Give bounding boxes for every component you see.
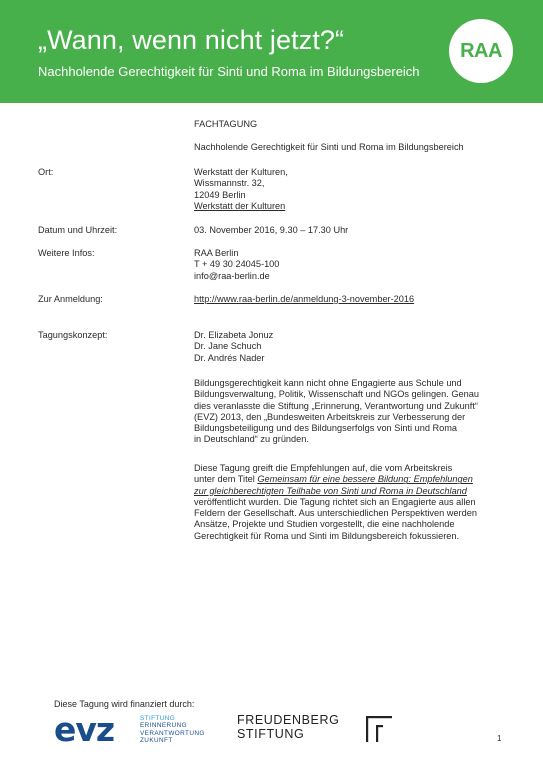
freudenberg-logo: [237, 714, 339, 741]
page-subtitle: Nachholende Gerechtigkeit für Sinti und Roma im Bildungsbereich: [38, 64, 420, 79]
evz-line: STIFTUNG: [140, 715, 176, 722]
ort-link[interactable]: Werkstatt der Kulturen: [194, 200, 286, 211]
paragraph-line: Ansätze, Projekte und Studien vorgestellt, die eine nachholende: [194, 519, 455, 530]
ort-value: [194, 167, 288, 212]
konzept-name: Dr. Elizabeta Jonuz: [194, 330, 274, 340]
paragraph-line: veröffentlicht wurden. Die Tagung richtet sich an Engagierte aus allen: [194, 496, 476, 507]
evz-logo-mark: evz: [54, 710, 115, 749]
konzept-name: Dr. Andrés Nader: [194, 352, 265, 363]
konzept-label: Tagungskonzept:: [38, 330, 108, 340]
anmeldung-link[interactable]: http://www.raa-berlin.de/anmeldung-3-november-2016: [194, 294, 415, 304]
infos-email[interactable]: info@raa-berlin.de: [194, 270, 270, 281]
raa-logo-text: RAA: [460, 39, 502, 62]
infos-line: T + 49 30 24045-100: [194, 259, 280, 270]
infos-label: Weitere Infos:: [38, 248, 95, 258]
ort-line: 12049 Berlin: [194, 189, 246, 200]
publication-title: Gemeinsam für eine bessere Bildung: Empfehlungen: [257, 474, 473, 485]
evz-logo-text: [140, 715, 205, 745]
evz-logo: [54, 710, 205, 749]
paragraph-line: in Deutschland“ zu gründen.: [194, 434, 309, 445]
paragraph-line: (EVZ) 2013, den „Bundesweiten Arbeitskreis zur Verbesserung der: [194, 411, 466, 422]
infos-value: [194, 248, 279, 282]
paragraph-tagung: [194, 463, 506, 542]
evz-line: ZUKUNFT: [140, 737, 173, 745]
infos-line: RAA Berlin: [194, 248, 239, 258]
paragraph-line: dies veranlasste die Stiftung „Erinnerung, Verantwortung und Zukunft“: [194, 400, 478, 411]
kicker: FACHTAGUNG: [194, 119, 258, 129]
page-title: „Wann, wenn nicht jetzt?“: [38, 25, 345, 55]
paragraph-line: Feldern der Gesellschaft. Aus unterschiedlichen Perspektiven werden: [194, 508, 477, 519]
paragraph-line: Bildungsgerechtigkeit kann nicht ohne Engagierte aus Schule und: [194, 378, 462, 388]
ort-line: Wissmannstr. 32,: [194, 178, 265, 189]
page-number: 1: [497, 734, 502, 743]
bracket-logo-icon: [366, 716, 394, 742]
datum-label: Datum und Uhrzeit:: [38, 225, 118, 235]
paragraph-line: Gerechtigkeit für Roma und Sinti im Bildungsbereich fokussieren.: [194, 530, 460, 541]
funding-label: Diese Tagung wird finanziert durch:: [54, 699, 195, 709]
paragraph-line: Diese Tagung greift die Empfehlungen auf, die vom Arbeitskreis: [194, 463, 453, 473]
ort-label: Ort:: [38, 167, 54, 177]
anmeldung-label: Zur Anmeldung:: [38, 294, 103, 304]
title-prefix: unter dem Titel: [194, 474, 258, 485]
topic: Nachholende Gerechtigkeit für Sinti und Roma im Bildungsbereich: [194, 142, 464, 152]
datum-value: 03. November 2016, 9.30 – 17.30 Uhr: [194, 225, 349, 235]
paragraph-line: Bildungsverwaltung, Politik, Wissenschaft und NGOs gelingen. Genau: [194, 389, 479, 400]
freudenberg-line: STIFTUNG: [237, 726, 305, 741]
paragraph-line: [194, 474, 506, 485]
konzept-name: Dr. Jane Schuch: [194, 341, 262, 352]
evz-line: VERANTWORTUNG: [140, 729, 205, 737]
konzept-names: [194, 330, 273, 364]
paragraph-intro: [194, 378, 506, 446]
evz-line: ERINNERUNG: [140, 722, 187, 730]
ort-line: Werkstatt der Kulturen,: [194, 167, 288, 177]
publication-title-cont: zur gleichberechtigten Teilhabe von Sinti und Roma in Deutschland: [194, 485, 467, 496]
paragraph-line: Bildungsbeteiligung und des Bildungserfolgs von Sinti und Roma: [194, 423, 458, 434]
freudenberg-line: FREUDENBERG: [237, 713, 340, 727]
